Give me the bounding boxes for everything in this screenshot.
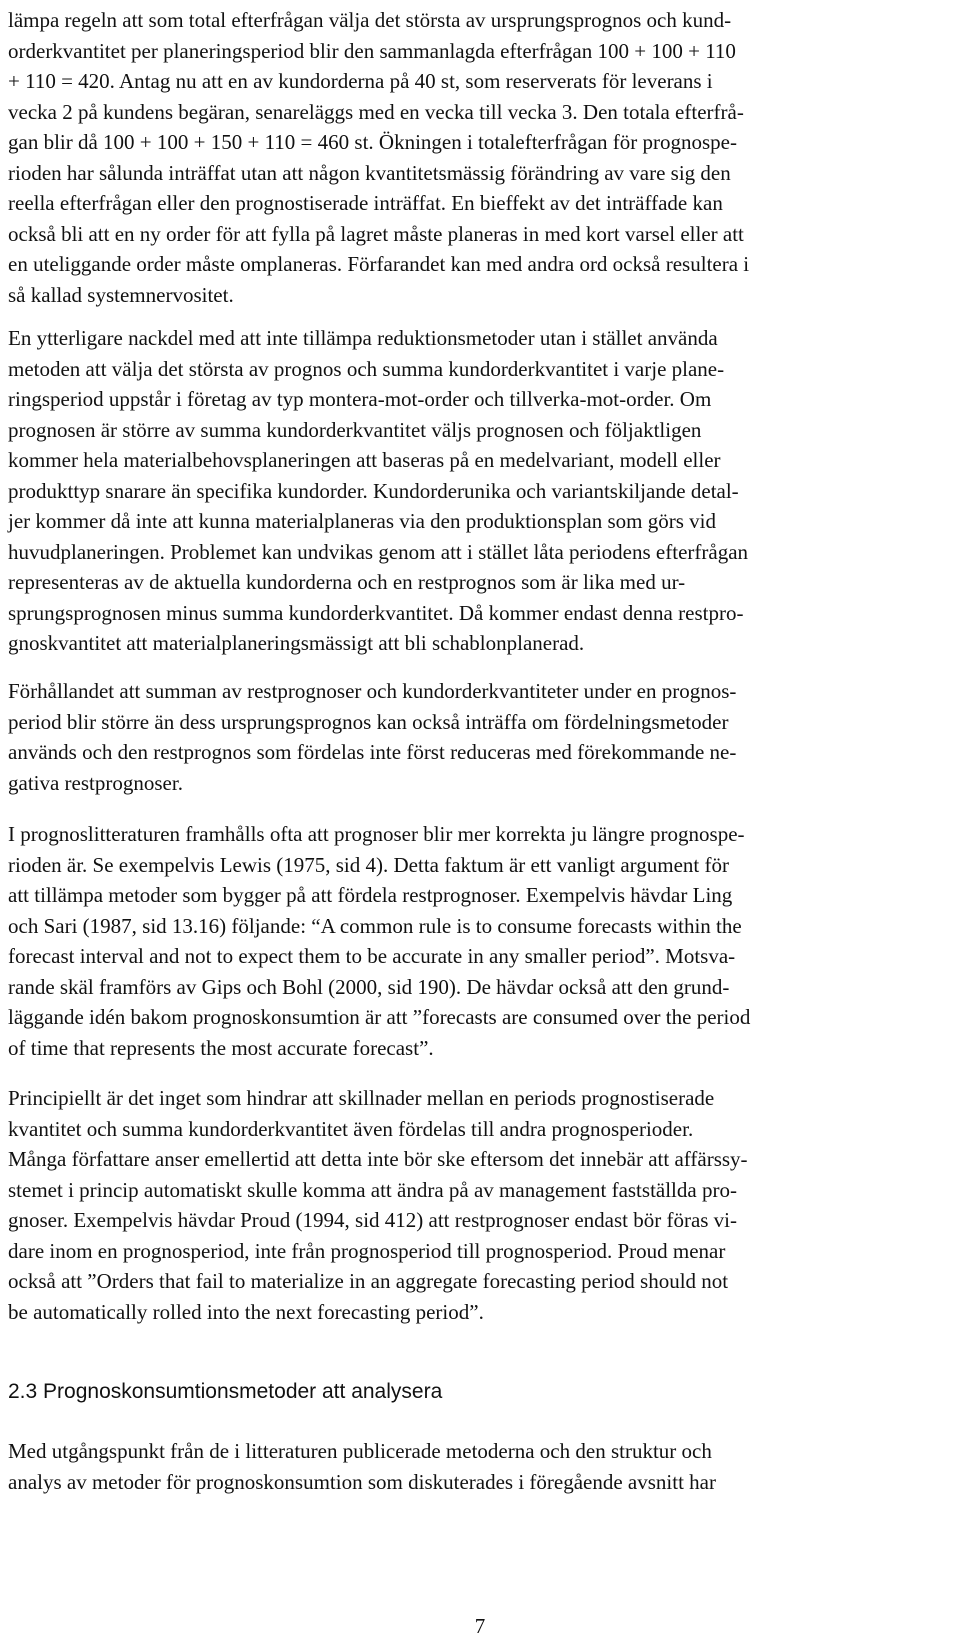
paragraph-line: orderkvantitet per planeringsperiod blir den sammanlagda efterfrågan 100 + 100 + 110 xyxy=(8,38,736,63)
paragraph-line: En ytterligare nackdel med att inte tillämpa reduktionsmetoder utan i stället använda xyxy=(8,326,718,350)
paragraph-line: dare inom en prognosperiod, inte från prognosperiod till prognosperiod. Proud menar xyxy=(8,1238,726,1263)
paragraph-line: ringsperiod uppstår i företag av typ montera-mot-order och tillverka-mot-order. Om xyxy=(8,387,712,411)
paragraph-line: läggande idén bakom prognoskonsumtion är att ”forecasts are consumed over the period xyxy=(8,1005,751,1029)
paragraph-line: att tillämpa metoder som bygger på att fördela restprognoser. Exempelvis hävdar Ling xyxy=(8,883,733,907)
paragraph-line: forecast interval and not to expect them to be accurate in any smaller period”. Motsva- xyxy=(8,944,736,968)
paragraph-line: gnoser. Exempelvis hävdar Proud (1994, sid 412) att restprognoser endast bör föras vi- xyxy=(8,1208,738,1232)
paragraph-line: lämpa regeln att som total efterfrågan välja det största av ursprungsprognos och kund- xyxy=(8,8,732,32)
paragraph-line: så kallad systemnervositet. xyxy=(8,282,234,307)
paragraph-line: rioden är. Se exempelvis Lewis (1975, sid 4). Detta faktum är ett vanligt argument för xyxy=(8,852,730,877)
paragraph-line: I prognoslitteraturen framhålls ofta att prognoser blir mer korrekta ju längre prognospe- xyxy=(8,822,745,846)
paragraph-line: analys av metoder för prognoskonsumtion som diskuterades i föregående avsnitt har xyxy=(8,1469,716,1494)
paragraph-line: representeras av de aktuella kundorderna och en restprognos som är lika med ur- xyxy=(8,570,686,594)
paragraph-line: Med utgångspunkt från de i litteraturen publicerade metoderna och den struktur och xyxy=(8,1439,712,1463)
paragraph-line: vecka 2 på kundens begäran, senareläggs med en vecka till vecka 3. Den totala efterfrå- xyxy=(8,99,744,124)
paragraph-line: huvudplaneringen. Problemet kan undvikas genom att i stället låta periodens efterfrågan xyxy=(8,539,749,564)
paragraph-line: jer kommer då inte att kunna materialplaneras via den produktionsplan som görs vid xyxy=(8,509,716,533)
paragraph-4 xyxy=(8,819,952,1063)
section-heading: 2.3 Prognoskonsumtionsmetoder att analysera xyxy=(8,1380,443,1403)
paragraph-line: en uteliggande order måste omplaneras. Förfarandet kan med andra ord också resultera i xyxy=(8,252,750,276)
paragraph-2 xyxy=(8,323,952,659)
paragraph-line: rioden har sålunda inträffat utan att någon kvantitetsmässig förändring av vare sig den xyxy=(8,160,731,185)
paragraph-5 xyxy=(8,1083,952,1327)
paragraph-line: produkttyp snarare än specifika kundorder. Kundorderunika och variantskiljande detal- xyxy=(8,478,739,503)
paragraph-line: Principiellt är det inget som hindrar att skillnader mellan en periods prognostiserade xyxy=(8,1086,715,1110)
paragraph-3 xyxy=(8,676,952,798)
paragraph-line: + 110 = 420. Antag nu att en av kundorderna på 40 st, som reserverats för leverans i xyxy=(8,69,713,93)
paragraph-line: Många författare anser emellertid att detta inte bör ske eftersom det innebär att affärssy- xyxy=(8,1147,748,1171)
paragraph-line: gnoskvantitet att materialplaneringsmässigt att bli schablonplanerad. xyxy=(8,631,585,655)
paragraph-1 xyxy=(8,5,952,310)
paragraph-line: of time that represents the most accurate forecast”. xyxy=(8,1035,434,1060)
paragraph-6 xyxy=(8,1436,952,1497)
paragraph-line: och Sari (1987, sid 13.16) följande: “A common rule is to consume forecasts within the xyxy=(8,913,742,938)
paragraph-line: be automatically rolled into the next forecasting period”. xyxy=(8,1299,484,1324)
paragraph-line: rande skäl framförs av Gips och Bohl (2000, sid 190). De hävdar också att den grund- xyxy=(8,974,730,999)
paragraph-line: kommer hela materialbehovsplaneringen att baseras på en medelvariant, modell eller xyxy=(8,448,721,472)
paragraph-line: sprungsprognosen minus summa kundorderkvantitet. Då kommer endast denna restpro- xyxy=(8,600,744,625)
page-number: 7 xyxy=(474,1614,486,1638)
paragraph-line: gan blir då 100 + 100 + 150 + 110 = 460 st. Ökningen i totalefterfrågan för prognospe- xyxy=(8,130,737,154)
paragraph-line: kvantitet och summa kundorderkvantitet även fördelas till andra prognosperioder. xyxy=(8,1116,694,1141)
paragraph-line: Förhållandet att summan av restprognoser och kundorderkvantiteter under en prognos- xyxy=(8,679,737,703)
paragraph-line: reella efterfrågan eller den prognostiserade inträffat. En bieffekt av det inträffade kan xyxy=(8,191,723,215)
paragraph-line: period blir större än dess ursprungsprognos kan också inträffa om fördelningsmetoder xyxy=(8,709,729,734)
paragraph-line: metoden att välja det största av prognos och summa kundorderkvantitet i varje plane- xyxy=(8,356,725,381)
paragraph-line: prognosen är större av summa kundorderkvantitet väljs prognosen och följaktligen xyxy=(8,417,702,442)
paragraph-line: gativa restprognoser. xyxy=(8,770,183,795)
paragraph-line: används och den restprognos som fördelas inte först reduceras med förekommande ne- xyxy=(8,740,737,764)
paragraph-line: också att ”Orders that fail to materialize in an aggregate forecasting period should not xyxy=(8,1269,729,1293)
paragraph-line: stemet i princip automatiskt skulle komma att ändra på av management fastställda pro- xyxy=(8,1177,737,1202)
paragraph-line: också bli att en ny order för att fylla på lagret måste planeras in med kort varsel eller att xyxy=(8,221,744,246)
